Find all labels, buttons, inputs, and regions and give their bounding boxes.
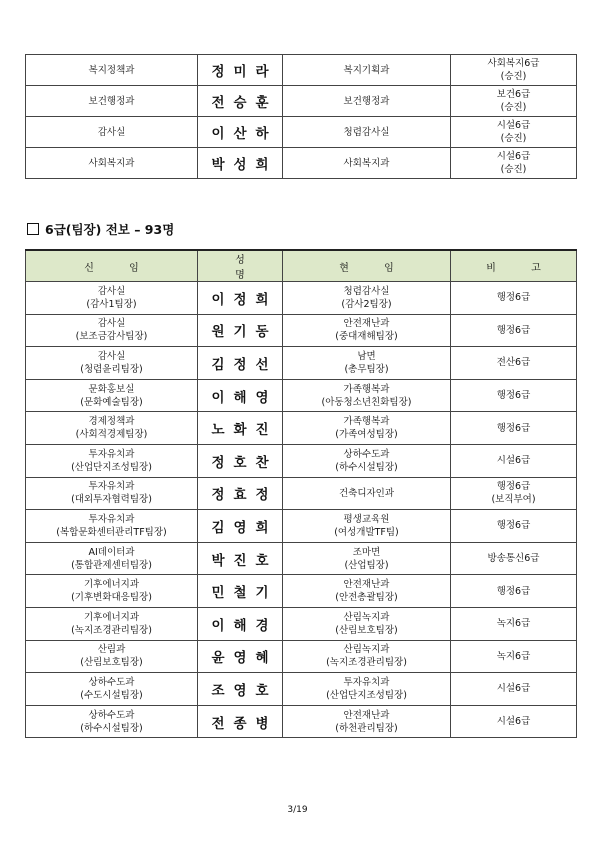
current-dept-cell (26, 148, 198, 179)
note-cell-line: 행정6급 (496, 520, 531, 532)
current-post-cell-line: (하천관리팀장) (335, 722, 398, 734)
person-name-cell (198, 673, 283, 706)
team-leader-transfer-table (25, 249, 577, 738)
note-cell-line: (승진) (500, 164, 527, 175)
new-post-cell-line: 기후에너지과 (83, 579, 140, 591)
new-post-cell (26, 510, 198, 543)
current-dept-cell-line: 복지정책과 (88, 64, 135, 76)
new-dept-cell-line: 보건행정과 (343, 95, 390, 107)
new-post-cell-line: (산업단지조성팀장) (71, 461, 152, 473)
note-cell (451, 282, 577, 315)
current-post-cell (283, 412, 451, 445)
new-post-cell-line: 투자유치과 (88, 513, 135, 525)
new-dept-cell (283, 86, 451, 117)
table-row (26, 148, 577, 179)
note-cell-line: (보직부여) (491, 494, 536, 506)
note-cell-line: 시설6급 (496, 151, 531, 162)
new-post-cell-line: (하수시설팀장) (80, 722, 143, 734)
new-post-cell (26, 444, 198, 477)
note-cell-line: 전산6급 (496, 357, 531, 369)
current-dept-cell (26, 55, 198, 86)
table-row (26, 55, 577, 86)
current-post-cell (283, 705, 451, 738)
person-name-cell (198, 86, 283, 117)
table-row (26, 640, 577, 673)
table-row (26, 444, 577, 477)
person-name: 이해영 (211, 389, 278, 406)
person-name-cell (198, 379, 283, 412)
new-post-cell-line: (사회적경제팀장) (75, 429, 148, 441)
new-post-cell-line: 투자유치과 (88, 481, 135, 493)
person-name-cell (198, 117, 283, 148)
note-cell (451, 477, 577, 510)
table-row (26, 673, 577, 706)
note-cell (451, 148, 577, 179)
person-name: 정미라 (211, 64, 278, 80)
person-name: 원기동 (211, 324, 278, 341)
current-post-cell-line: (산업단지조성팀장) (326, 689, 407, 701)
current-post-cell-line: (가족여성팀장) (335, 429, 398, 441)
current-dept-cell-line: 보건행정과 (88, 95, 135, 107)
note-cell-line: 행정6급 (496, 292, 531, 304)
current-post-cell-line: 상하수도과 (343, 448, 390, 460)
person-name-cell (198, 705, 283, 738)
note-cell-line: (승진) (500, 133, 527, 144)
new-post-cell-line: 감사실 (97, 318, 126, 330)
new-post-cell-line: 상하수도과 (88, 709, 135, 721)
person-name-cell (198, 314, 283, 347)
note-cell (451, 673, 577, 706)
current-post-cell-line: (감사2팀장) (341, 298, 392, 310)
current-post-cell-line: (총무팀장) (344, 363, 389, 375)
person-name: 박진호 (211, 552, 278, 569)
current-post-cell-line: (산림보호팀장) (335, 624, 398, 636)
current-post-cell (283, 314, 451, 347)
current-post-cell (283, 282, 451, 315)
person-name: 정효정 (211, 487, 278, 504)
current-dept-cell (26, 86, 198, 117)
table-row (26, 575, 577, 608)
new-dept-cell-line: 복지기획과 (343, 64, 390, 76)
note-cell (451, 542, 577, 575)
current-post-cell-line: 안전재난과 (343, 709, 390, 721)
new-post-cell-line: (감사1팀장) (86, 298, 137, 310)
table-row (26, 379, 577, 412)
note-cell-line: 행정6급 (496, 324, 531, 336)
person-name: 노화진 (211, 422, 278, 439)
current-post-cell-line: 안전재난과 (343, 318, 390, 330)
new-dept-cell-line: 사회복지과 (343, 157, 390, 169)
table-row (26, 347, 577, 380)
current-post-cell-line: (녹지조경관리팀장) (326, 657, 407, 669)
new-post-cell (26, 379, 198, 412)
note-cell (451, 412, 577, 445)
person-name-cell (198, 347, 283, 380)
current-post-cell-line: 산림녹지과 (343, 644, 390, 656)
current-post-cell (283, 347, 451, 380)
new-post-cell-line: (보조금감사팀장) (75, 331, 148, 343)
note-cell-line: (승진) (500, 102, 527, 113)
new-post-cell (26, 705, 198, 738)
current-post-cell-line: 평생교육원 (343, 513, 390, 525)
new-dept-cell (283, 55, 451, 86)
current-post-cell-line: 조마면 (352, 546, 381, 558)
table-row (26, 117, 577, 148)
person-name-cell (198, 575, 283, 608)
current-post-cell-line: 남면 (357, 350, 376, 362)
new-post-cell (26, 314, 198, 347)
new-post-cell-line: (복합문화센터관리TF팀장) (56, 526, 167, 538)
new-post-cell-line: (녹지조경관리팀장) (71, 624, 152, 636)
current-post-cell-line: (산업팀장) (344, 559, 389, 571)
current-post-cell-line: 산림녹지과 (343, 611, 390, 623)
note-cell-line: 시설6급 (496, 716, 531, 728)
note-cell (451, 86, 577, 117)
current-post-cell-line: (하수시설팀장) (335, 461, 398, 473)
table-row (26, 314, 577, 347)
new-post-cell-line: 투자유치과 (88, 448, 135, 460)
page-number: 3/19 (287, 805, 308, 815)
note-cell-line: 시설6급 (496, 120, 531, 131)
person-name-cell (198, 55, 283, 86)
current-dept-cell (26, 117, 198, 148)
current-post-cell (283, 477, 451, 510)
note-cell (451, 55, 577, 86)
new-post-cell-line: (산림보호팀장) (80, 657, 143, 669)
new-post-cell (26, 282, 198, 315)
new-post-cell (26, 607, 198, 640)
person-name: 조영호 (211, 682, 278, 699)
table-header-row (26, 250, 577, 282)
current-post-cell (283, 510, 451, 543)
note-cell-line: 시설6급 (496, 683, 531, 695)
table-row (26, 412, 577, 445)
new-post-cell (26, 477, 198, 510)
note-cell (451, 575, 577, 608)
current-post-cell (283, 640, 451, 673)
current-post-cell (283, 444, 451, 477)
current-post-cell-line: (여성개발TF팀) (334, 526, 399, 538)
new-post-cell-line: 감사실 (97, 350, 126, 362)
section-title-text: 6급(팀장) 전보 – 93명 (45, 222, 175, 237)
note-cell (451, 510, 577, 543)
new-dept-cell-line: 청렴감사실 (343, 126, 390, 138)
note-cell-line: 녹지6급 (496, 650, 531, 662)
current-post-cell-line: 가족행복과 (343, 416, 390, 428)
current-post-cell (283, 542, 451, 575)
header-new-post: 신 임 (26, 250, 198, 282)
new-post-cell-line: (기후변화대응팀장) (71, 592, 152, 604)
table-row (26, 86, 577, 117)
table-row (26, 705, 577, 738)
new-post-cell (26, 412, 198, 445)
person-name-cell (198, 477, 283, 510)
note-cell-line: 행정6급 (496, 422, 531, 434)
table-row (26, 607, 577, 640)
person-name: 김정선 (211, 356, 278, 373)
person-name: 이정희 (211, 291, 278, 308)
new-post-cell (26, 575, 198, 608)
current-post-cell (283, 379, 451, 412)
person-name: 김영희 (211, 519, 278, 536)
current-post-cell-line: 가족행복과 (343, 383, 390, 395)
current-dept-cell-line: 감사실 (97, 126, 126, 138)
new-post-cell-line: 상하수도과 (88, 676, 135, 688)
person-name: 정호찬 (211, 454, 278, 471)
new-dept-cell (283, 117, 451, 148)
new-post-cell-line: 기후에너지과 (83, 611, 140, 623)
note-cell-line: 보건6급 (496, 89, 531, 100)
person-name: 이산하 (211, 126, 278, 142)
table-row (26, 477, 577, 510)
table-row (26, 282, 577, 315)
person-name: 전승훈 (211, 95, 278, 111)
new-post-cell-line: (수도시설팀장) (80, 689, 143, 701)
current-post-cell (283, 673, 451, 706)
person-name-cell (198, 510, 283, 543)
current-post-cell (283, 607, 451, 640)
new-post-cell-line: (청렴윤리팀장) (80, 363, 143, 375)
new-post-cell-line: (문화예술팀장) (80, 396, 143, 408)
note-cell-line: (승진) (500, 71, 527, 82)
current-post-cell-line: 안전재난과 (343, 579, 390, 591)
current-post-cell-line: 청렴감사실 (343, 285, 390, 297)
new-post-cell (26, 347, 198, 380)
note-cell (451, 314, 577, 347)
current-post-cell-line: (아동청소년친화팀장) (321, 396, 412, 408)
section-title (27, 220, 174, 238)
table-row (26, 542, 577, 575)
note-cell (451, 379, 577, 412)
current-post-cell-line: 건축디자인과 (338, 487, 395, 499)
new-post-cell (26, 542, 198, 575)
new-post-cell (26, 673, 198, 706)
current-post-cell-line: (중대재해팀장) (335, 331, 398, 343)
table-row (26, 510, 577, 543)
note-cell-line: 행정6급 (496, 585, 531, 597)
person-name-cell (198, 412, 283, 445)
person-name-cell (198, 640, 283, 673)
person-name-cell (198, 542, 283, 575)
person-name: 민철기 (211, 585, 278, 602)
current-post-cell-line: 투자유치과 (343, 676, 390, 688)
note-cell (451, 117, 577, 148)
note-cell (451, 607, 577, 640)
note-cell-line: 녹지6급 (496, 618, 531, 630)
person-name: 윤영혜 (211, 650, 278, 667)
new-post-cell-line: 문화홍보실 (88, 383, 135, 395)
note-cell (451, 705, 577, 738)
previous-promotion-table (25, 54, 577, 179)
person-name-cell (198, 148, 283, 179)
note-cell-line: 사회복지6급 (487, 58, 540, 69)
current-post-cell (283, 575, 451, 608)
new-post-cell-line: 감사실 (97, 285, 126, 297)
new-post-cell (26, 640, 198, 673)
new-post-cell-line: 경제정책과 (88, 416, 135, 428)
person-name: 전종병 (211, 715, 278, 732)
header-name: 성 명 (198, 250, 283, 282)
person-name-cell (198, 607, 283, 640)
note-cell-line: 행정6급 (496, 481, 531, 493)
note-cell (451, 640, 577, 673)
person-name-cell (198, 282, 283, 315)
current-dept-cell-line: 사회복지과 (88, 157, 135, 169)
new-post-cell-line: (통합관제센터팀장) (71, 559, 152, 571)
new-post-cell-line: 산림과 (97, 644, 126, 656)
current-post-cell-line: (안전총괄팀장) (335, 592, 398, 604)
note-cell-line: 행정6급 (496, 390, 531, 402)
header-note: 비 고 (451, 250, 577, 282)
checkbox-square-icon (27, 223, 39, 235)
new-post-cell-line: (대외투자협력팀장) (71, 494, 152, 506)
new-dept-cell (283, 148, 451, 179)
note-cell (451, 347, 577, 380)
person-name: 박성희 (211, 157, 278, 173)
header-current-post: 현 임 (283, 250, 451, 282)
note-cell (451, 444, 577, 477)
note-cell-line: 시설6급 (496, 455, 531, 467)
person-name-cell (198, 444, 283, 477)
new-post-cell-line: AI데이터과 (88, 546, 135, 558)
person-name: 이해경 (211, 617, 278, 634)
note-cell-line: 방송통신6급 (487, 553, 540, 565)
